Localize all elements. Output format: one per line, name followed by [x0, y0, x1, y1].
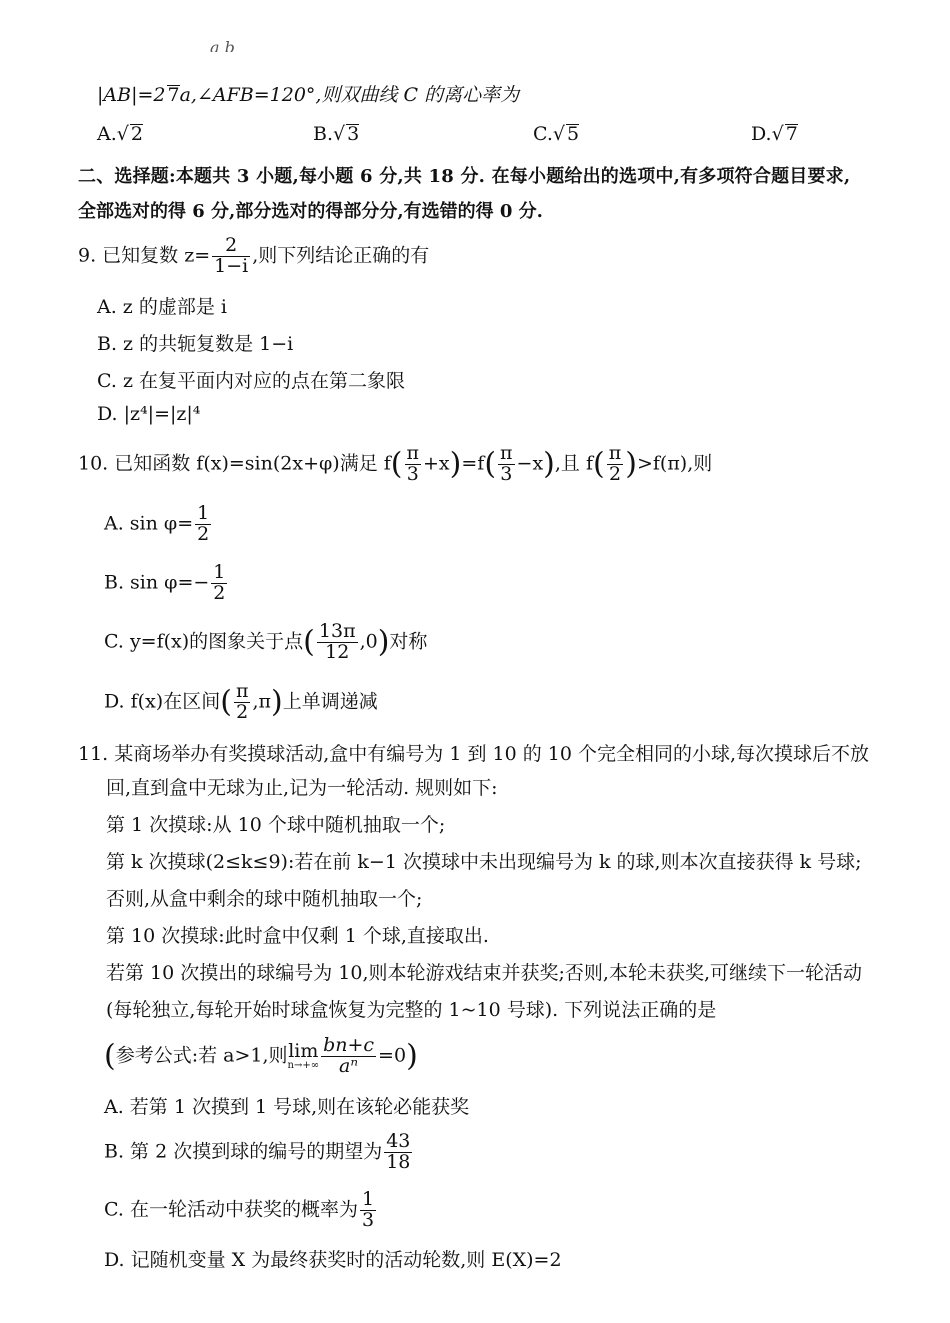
q11-line-1: 11. 某商场举办有奖摸球活动,盒中有编号为 1 到 10 的 10 个完全相同的小球,每次摸球后不放: [78, 743, 870, 765]
q8-option-d[interactable]: D.√ 7: [751, 123, 798, 145]
q8-sqrt-value: 7: [167, 84, 180, 106]
q11-line-4: 第 k 次摸球(2≤k≤9):若在前 k−1 次摸球中未出现编号为 k 的球,则本次直接获得 k 号球;: [106, 851, 862, 873]
q8-option-c-label: C.: [533, 123, 553, 145]
q10-option-a-pre: A. sin φ=: [104, 512, 194, 535]
q10-mid2: ,且 f: [554, 452, 594, 475]
q10-stem-a: 10. 已知函数 f(x)=sin(2x+φ)满足 f: [78, 452, 391, 475]
q10-option-b-num: 1: [213, 561, 226, 583]
q11-option-d[interactable]: D. 记随机变量 X 为最终获奖时的活动轮数,则 E(X)=2: [104, 1249, 562, 1271]
q8-option-c-value: 5: [567, 123, 580, 145]
q10-frac-1-num: π: [406, 442, 419, 464]
q10-frac-1: [405, 444, 422, 485]
q10-option-c-frac: [317, 622, 358, 663]
q8-tail-post: a,∠AFB=120°,则双曲线 C 的离心率为: [179, 84, 520, 106]
q10-option-d-pre: D. f(x)在区间: [104, 690, 221, 713]
q10-option-c-num: 13π: [318, 620, 356, 642]
q11-ref-post: =0: [378, 1044, 407, 1067]
q11-option-b-frac: [384, 1132, 412, 1173]
q11-option-b-den: 18: [386, 1150, 411, 1173]
q9-stem: [78, 236, 429, 277]
q11-option-c-den: 3: [361, 1208, 375, 1231]
q11-line-3: 第 1 次摸球:从 10 个球中随机抽取一个;: [106, 814, 446, 836]
q10-option-c-mid: ,0: [359, 630, 378, 653]
q8-option-a-value: 2: [130, 123, 143, 145]
q8-option-a-label: A.: [97, 123, 117, 145]
q11-option-a[interactable]: A. 若第 1 次摸到 1 号球,则在该轮必能获奖: [104, 1096, 470, 1118]
q8-option-b-label: B.: [313, 123, 334, 145]
q11-lim-sub: n→+∞: [287, 1059, 320, 1071]
q10-option-a-num: 1: [197, 502, 210, 524]
q11-option-c-num: 1: [361, 1188, 375, 1210]
q10-p2-post: −x: [516, 452, 544, 475]
q10-option-d[interactable]: D. f(x)在区间( $\frac{\pi}{2}$ ,π)上单调递减: [104, 680, 378, 723]
q9-option-a[interactable]: A. z 的虚部是 i: [97, 296, 227, 318]
q11-lim-word: lim: [288, 1039, 319, 1062]
q9-fraction-num: 2: [225, 234, 238, 256]
q9-fraction-den: 1−i: [214, 254, 249, 277]
q11-line-7: 若第 10 次摸出的球编号为 10,则本轮游戏结束并获奖;否则,本轮未获奖,可继续下一轮活动: [106, 962, 862, 984]
q10-option-c[interactable]: C. y=f(x)的图象关于点( $\frac{13\pi}{12}$ ,0)对称: [104, 620, 428, 663]
q10-frac-2-den: 3: [498, 464, 515, 485]
q11-lim: [287, 1039, 320, 1071]
q10-stem-end: >f(π),则: [636, 452, 713, 475]
q10-option-a-frac: [195, 504, 211, 545]
q11-option-b-num: 43: [386, 1130, 411, 1152]
q11-option-c[interactable]: [104, 1190, 378, 1231]
q10-option-a[interactable]: [104, 504, 213, 545]
q9-option-d[interactable]: D. |z⁴|=|z|⁴: [97, 403, 201, 425]
q8-tail-line: [97, 80, 519, 107]
q11-option-c-pre: C. 在一轮活动中获奖的概率为: [104, 1198, 358, 1221]
q9-fraction: [212, 236, 250, 277]
q10-option-b-frac: [211, 563, 227, 604]
q11-reference-formula: (参考公式:若 a>1,则lim n→+∞ $\frac{bn+c}{\text{aⁿ}}$ =0): [104, 1034, 418, 1077]
q10-frac-3-den: 2: [607, 464, 624, 485]
q10-option-b-den: 2: [213, 581, 226, 604]
q11-option-b[interactable]: [104, 1132, 414, 1173]
cut-off-fragment: a b: [210, 38, 235, 52]
q11-ref-frac: [321, 1036, 376, 1077]
q8-tail-pre: |AB|=2: [97, 84, 166, 106]
q10-option-b-pre: B. sin φ=−: [104, 571, 210, 594]
q10-option-c-post: 对称: [389, 630, 428, 653]
q11-line-5: 否则,从盒中剩余的球中随机抽取一个;: [106, 888, 423, 910]
q8-option-b-value: 3: [347, 123, 360, 145]
q10-option-d-frac: [234, 682, 251, 723]
q8-option-d-label: D.: [751, 123, 772, 145]
q8-option-b[interactable]: B.√ 3: [313, 123, 360, 145]
section2-header-line1: 二、选择题:本题共 3 小题,每小题 6 分,共 18 分. 在每小题给出的选项中,有多项符合题目要求,: [78, 166, 851, 187]
q10-option-a-den: 2: [197, 522, 210, 545]
q10-option-d-num: π: [235, 680, 249, 702]
q9-stem-post: ,则下列结论正确的有: [252, 244, 430, 267]
q10-stem: 10. 已知函数 f(x)=sin(2x+φ)满足 f( $\frac{\pi}{3}$ +x)=f( $\frac{\pi}{3}$ −x),且 f( $\frac{\pi}{2}$ )>f(π),则: [78, 442, 713, 485]
q11-line-8: (每轮独立,每轮开始时球盒恢复为完整的 1~10 号球). 下列说法正确的是: [106, 999, 717, 1021]
q8-option-c[interactable]: C.√ 5: [533, 123, 580, 145]
q10-option-b[interactable]: [104, 563, 229, 604]
q10-p1-post: +x: [423, 452, 450, 475]
q10-frac-3: [607, 444, 624, 485]
q10-option-c-pre: C. y=f(x)的图象关于点: [104, 630, 304, 653]
q8-option-d-value: 7: [785, 123, 798, 145]
q11-option-c-frac: [360, 1190, 376, 1231]
q10-option-d-den: 2: [234, 702, 251, 723]
q10-frac-2-num: π: [500, 442, 513, 464]
q11-line-2: 回,直到盒中无球为止,记为一轮活动. 规则如下:: [106, 777, 498, 799]
q11-ref-num: bn+c: [323, 1034, 375, 1056]
q10-frac-3-num: π: [608, 442, 622, 464]
q10-option-d-post: 上单调递减: [282, 690, 378, 713]
q10-frac-1-den: 3: [405, 464, 422, 485]
q11-option-b-pre: B. 第 2 次摸到球的编号的期望为: [104, 1140, 383, 1163]
section2-header-line2: 全部选对的得 6 分,部分选对的得部分分,有选错的得 0 分.: [78, 201, 543, 222]
q10-mid: =f: [461, 452, 485, 475]
q9-option-c[interactable]: C. z 在复平面内对应的点在第二象限: [97, 370, 405, 392]
q11-ref-pre: 参考公式:若 a>1,则: [115, 1044, 288, 1067]
q10-frac-2: [498, 444, 515, 485]
q10-option-c-den: 12: [317, 642, 358, 663]
q11-line-6: 第 10 次摸球:此时盒中仅剩 1 个球,直接取出.: [106, 925, 489, 947]
q9-stem-pre: 9. 已知复数 z=: [78, 244, 211, 267]
q11-ref-den: aⁿ: [321, 1056, 376, 1077]
q8-option-a[interactable]: A.√ 2: [97, 123, 143, 145]
q9-option-b[interactable]: B. z 的共轭复数是 1−i: [97, 333, 294, 355]
q10-option-d-mid: ,π: [252, 690, 271, 713]
